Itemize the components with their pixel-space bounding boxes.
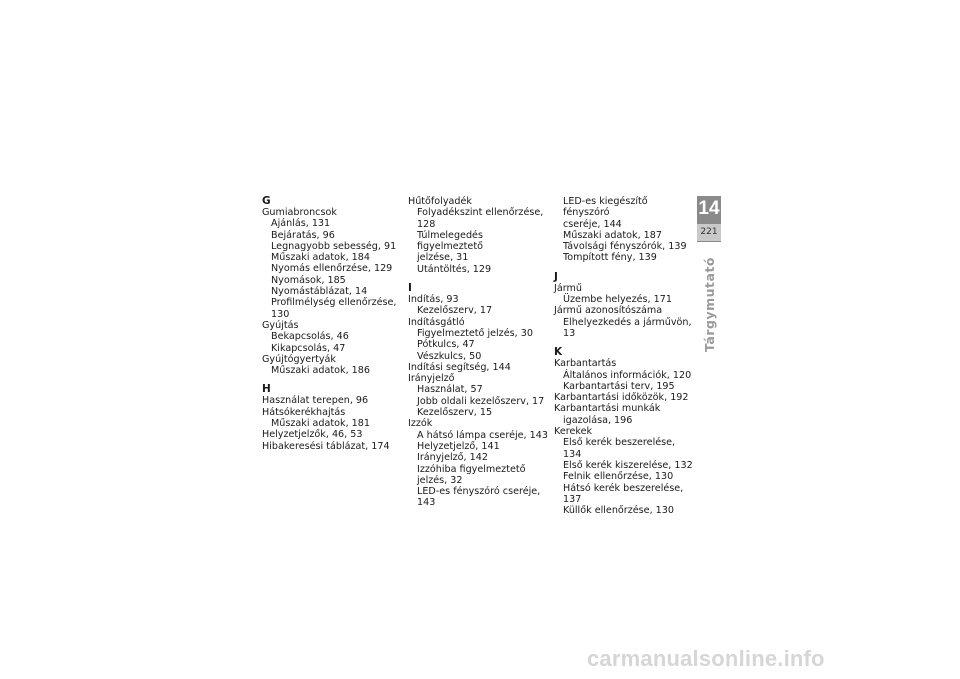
- index-subentry: Műszaki adatok, 181: [271, 418, 370, 430]
- index-subentry: Műszaki adatok, 184: [271, 252, 370, 264]
- index-subentry: igazolása, 196: [563, 414, 633, 426]
- index-entry: Irányjelző: [408, 373, 455, 385]
- index-subentry: Első kerék kiszerelése, 132: [563, 459, 693, 471]
- index-letter-heading: J: [554, 270, 558, 283]
- index-column-2: [408, 196, 548, 509]
- index-subentry: Bekapcsolás, 46: [271, 331, 349, 343]
- index-letter-heading: G: [262, 195, 271, 207]
- index-subentry: Karbantartási terv, 195: [563, 380, 675, 392]
- index-entry: Jármű: [554, 282, 582, 294]
- index-subentry: Kezelőszerv, 15: [417, 407, 493, 419]
- index-subentry: Nyomások, 185: [271, 274, 346, 286]
- index-subentry: A hátsó lámpa cseréje, 143: [417, 429, 548, 441]
- index-subentry: Tompított fény, 139: [563, 252, 657, 264]
- index-entry: Hűtőfolyadék: [408, 196, 472, 207]
- index-subentry: Jobb oldali kezelőszerv, 17: [417, 395, 545, 407]
- index-subentry: Vészkulcs, 50: [417, 350, 482, 362]
- index-entry: Gyújtás: [262, 319, 299, 331]
- index-letter-heading: H: [262, 383, 271, 396]
- index-entry: Hibakeresési táblázat, 174: [262, 440, 390, 452]
- index-subentry: Első kerék beszerelése, 134: [563, 437, 676, 460]
- index-subentry: Használat, 57: [417, 384, 483, 396]
- index-subentry: Legnagyobb sebesség, 91: [271, 240, 397, 252]
- index-subentry: Elhelyezkedés a járművön, 13: [563, 316, 692, 339]
- index-subentry: Nyomás ellenőrzése, 129: [271, 263, 393, 275]
- index-subentry: Ajánlás, 131: [271, 218, 331, 230]
- section-side-label: Tárgymutató: [702, 256, 717, 352]
- index-entry: Helyzetjelzők, 46, 53: [262, 429, 363, 441]
- index-entry: Gyújtógyertyák: [262, 353, 336, 365]
- index-entry: Kerekek: [554, 426, 593, 438]
- index-subentry: jelzése, 31: [417, 252, 469, 264]
- index-entry: Karbantartási munkák: [554, 403, 661, 415]
- page-number: 221: [697, 224, 721, 241]
- index-subentry: Nyomástáblázat, 14: [271, 286, 368, 298]
- index-letter-heading: I: [408, 282, 412, 295]
- chapter-tab: [697, 196, 721, 242]
- index-column-1: [262, 196, 402, 452]
- index-subentry: Kikapcsolás, 47: [271, 342, 346, 354]
- index-subentry: Bejáratás, 96: [271, 229, 335, 241]
- index-gap: [262, 376, 402, 384]
- index-entry: Hátsókerékhajtás: [262, 406, 346, 418]
- index-subentry: Izzóhiba figyelmeztető: [417, 463, 526, 475]
- index-entry: Indítás, 93: [408, 294, 459, 306]
- index-subentry: Profilmélység ellenőrzése, 130: [271, 297, 397, 320]
- index-entry: Indításgátló: [408, 316, 465, 328]
- index-gap: [554, 339, 694, 347]
- index-subentry: Üzembe helyezés, 171: [563, 294, 672, 306]
- index-subentry: Utántöltés, 129: [417, 263, 492, 275]
- index-column-3: [554, 196, 694, 516]
- index-subentry: Hátsó kerék beszerelése, 137: [563, 482, 684, 505]
- index-subentry: Folyadékszint ellenőrzése, 128: [417, 207, 544, 230]
- index-subentry: Helyzetjelző, 141: [417, 440, 500, 452]
- index-subentry: LED-es kiegészítő fényszóró: [563, 196, 648, 219]
- index-entry: Jármű azonosítószáma: [554, 305, 663, 317]
- index-entry: Használat terepen, 96: [262, 395, 369, 407]
- index-subentry: LED-es fényszóró cseréje, 143: [417, 486, 541, 509]
- index-gap: [554, 264, 694, 272]
- index-subentry: Irányjelző, 142: [417, 452, 488, 464]
- index-subentry: Küllők ellenőrzése, 130: [563, 505, 674, 517]
- chapter-number: 14: [698, 198, 720, 219]
- index-entry: Gumiabroncsok: [262, 207, 337, 218]
- index-subentry: Pótkulcs, 47: [417, 339, 475, 351]
- index-subentry: Műszaki adatok, 187: [563, 229, 662, 241]
- index-subentry: Túlmelegedés figyelmeztető: [417, 229, 483, 253]
- index-subentry: Kezelőszerv, 17: [417, 305, 493, 317]
- index-entry: Karbantartási időközök, 192: [554, 392, 689, 404]
- index-subentry: cseréje, 144: [563, 218, 622, 230]
- index-gap: [408, 275, 548, 283]
- index-subentry: Általános információk, 120: [563, 369, 692, 381]
- index-entry: Karbantartás: [554, 358, 617, 370]
- index-entry: Indítási segítség, 144: [408, 361, 511, 373]
- index-letter-heading: K: [554, 346, 563, 359]
- index-subentry: Figyelmeztető jelzés, 30: [417, 327, 533, 339]
- index-subentry: Műszaki adatok, 186: [271, 365, 370, 377]
- index-entry: Izzók: [408, 418, 433, 430]
- index-subentry: Távolsági fényszórók, 139: [563, 241, 687, 253]
- watermark-text: carmanualsonline.info: [587, 646, 825, 671]
- index-subentry: Felnik ellenőrzése, 130: [563, 471, 674, 483]
- index-subentry: jelzés, 32: [417, 474, 463, 486]
